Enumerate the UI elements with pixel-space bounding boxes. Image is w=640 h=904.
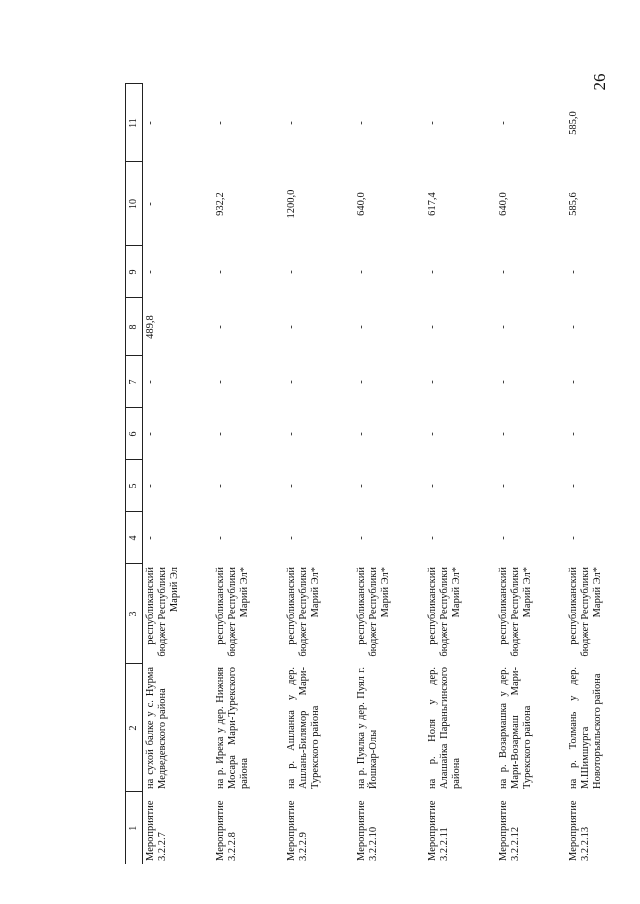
cell-col-6: - <box>215 432 227 436</box>
cell-col-11: - <box>427 121 439 125</box>
cell-col-4: - <box>285 536 297 540</box>
funding-source: республиканский бюджет Республики Марий Эл* <box>215 567 251 657</box>
cell-col-7: - <box>285 380 297 384</box>
cell-col-4: - <box>215 536 227 540</box>
activity-location: на р. Ноля у дер. Алашайка Параньгинского района <box>427 667 463 789</box>
funding-source: республиканский бюджет Республики Марий Эл* <box>356 567 392 657</box>
cell-col-9: - <box>497 270 509 274</box>
cell-col-7: - <box>356 380 368 384</box>
cell-col-4: - <box>568 536 580 540</box>
activity-location: на р. Пуялка у дер. Пуял г. Йошкар-Олы <box>356 667 380 789</box>
cell-col-9: - <box>145 270 156 274</box>
table-row <box>496 84 567 864</box>
funding-source: республиканский бюджет Республики Марий Эл* <box>285 567 321 657</box>
header-col-11: 11 <box>126 84 143 162</box>
cell-col-6: - <box>356 432 368 436</box>
cell-col-4: - <box>145 536 156 540</box>
activity-location: на р. Толмань у дер. М.Шимшурга Новоторъяльского района <box>568 667 604 789</box>
cell-col-9: - <box>215 270 227 274</box>
cell-col-6: - <box>427 432 439 436</box>
activity-id: Мероприятие 3.2.2.10 <box>356 800 380 861</box>
cell-col-4: - <box>356 536 368 540</box>
funding-source: республиканский бюджет Республики Марий Эл* <box>568 567 604 657</box>
header-col-3: 3 <box>126 564 143 664</box>
activity-id: Мероприятие 3.2.2.13 <box>568 800 592 861</box>
activity-location: на сухой балке у с. Нурма Медведевского района <box>145 667 168 789</box>
cell-col-11: 585,0 <box>568 111 580 135</box>
cell-col-10: 617,4 <box>427 192 439 216</box>
cell-col-5: - <box>145 484 156 488</box>
cell-col-10: - <box>145 202 156 206</box>
cell-col-7: - <box>568 380 580 384</box>
activity-id: Мероприятие 3.2.2.8 <box>215 800 239 861</box>
header-col-4: 4 <box>126 512 143 564</box>
cell-col-6: - <box>285 432 297 436</box>
activity-id: Мероприятие 3.2.2.12 <box>497 800 521 861</box>
header-col-1: 1 <box>126 792 143 864</box>
cell-col-10: 640,0 <box>356 192 368 216</box>
funding-source: республиканский бюджет Республики Марий Эл* <box>497 567 533 657</box>
cell-col-4: - <box>427 536 439 540</box>
cell-col-5: - <box>215 484 227 488</box>
cell-col-9: - <box>568 270 580 274</box>
cell-col-8: - <box>427 325 439 329</box>
cell-col-11: - <box>356 121 368 125</box>
table-row <box>354 84 425 864</box>
cell-col-6: - <box>145 432 156 436</box>
cell-col-5: - <box>497 484 509 488</box>
cell-col-5: - <box>285 484 297 488</box>
cell-col-10: 1200,0 <box>285 189 297 219</box>
cell-col-11: - <box>285 121 297 125</box>
header-col-10: 10 <box>126 162 143 246</box>
cell-col-8: 489,8 <box>145 315 156 339</box>
cell-col-10: 932,2 <box>215 192 227 216</box>
cell-col-7: - <box>427 380 439 384</box>
cell-col-11: - <box>497 121 509 125</box>
cell-col-8: - <box>356 325 368 329</box>
activity-location: на р. Ашланка у дер. Ашлань-Билямор Мари-Турекского района <box>285 667 321 789</box>
header-row <box>126 84 143 864</box>
cell-col-9: - <box>356 270 368 274</box>
cell-col-10: 640,0 <box>497 192 509 216</box>
page-number: 26 <box>590 73 609 91</box>
funding-source: республиканский бюджет Республики Марий Эл* <box>427 567 463 657</box>
cell-col-7: - <box>497 380 509 384</box>
table-row <box>143 84 214 864</box>
activity-location: на р. Ирека у дер. Нижняя Мосара Мари-Турекского района <box>215 667 251 789</box>
cell-col-11: - <box>215 121 227 125</box>
cell-col-8: - <box>285 325 297 329</box>
header-col-5: 5 <box>126 460 143 512</box>
cell-col-6: - <box>497 432 509 436</box>
cell-col-5: - <box>568 484 580 488</box>
cell-col-7: - <box>145 380 156 384</box>
activity-location: на р. Возармашка у дер. Мари-Возармаш Мари-Турекского района <box>497 667 533 789</box>
program-activities-table <box>125 84 637 865</box>
cell-col-8: - <box>497 325 509 329</box>
table-row <box>425 84 496 864</box>
activity-id: Мероприятие 3.2.2.9 <box>285 800 309 861</box>
cell-col-10: 585,6 <box>568 192 580 216</box>
cell-col-4: - <box>497 536 509 540</box>
header-col-7: 7 <box>126 356 143 408</box>
table-row <box>284 84 355 864</box>
cell-col-9: - <box>285 270 297 274</box>
header-col-2: 2 <box>126 664 143 792</box>
activity-id: Мероприятие 3.2.2.7 <box>145 800 168 861</box>
cell-col-8: - <box>215 325 227 329</box>
table-row <box>566 84 637 864</box>
cell-col-9: - <box>427 270 439 274</box>
activity-id: Мероприятие 3.2.2.11 <box>427 800 451 861</box>
header-col-9: 9 <box>126 246 143 298</box>
funding-source: республиканский бюджет Республики Марий Эл <box>145 567 180 657</box>
header-col-6: 6 <box>126 408 143 460</box>
cell-col-7: - <box>215 380 227 384</box>
cell-col-5: - <box>356 484 368 488</box>
cell-col-6: - <box>568 432 580 436</box>
cell-col-5: - <box>427 484 439 488</box>
cell-col-8: - <box>568 325 580 329</box>
table-row <box>213 84 284 864</box>
cell-col-11: - <box>145 121 156 125</box>
header-col-8: 8 <box>126 298 143 356</box>
rotated-table-wrapper <box>125 84 637 864</box>
